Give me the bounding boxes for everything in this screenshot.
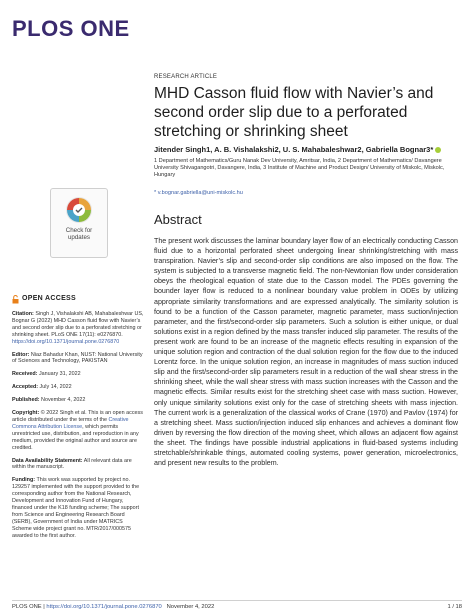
received-label: Received:	[12, 371, 38, 378]
citation-text: Singh J, Vishalakshi AB, Mahabaleshwar US, Bognar G (2022) MHD Casson fluid flow with Navier’s and second order slip due to a perforated stretching or shrinking sheet. PLoS ONE 17(11): e0276870.	[12, 311, 144, 338]
open-lock-icon	[12, 295, 19, 304]
copyright-text: © 2022 Singh et al. This is an open access article distributed under the terms of the	[12, 410, 143, 423]
citation-block	[12, 311, 144, 346]
accepted-date: July 14, 2022	[38, 384, 72, 391]
article-sidebar	[12, 295, 144, 545]
footer-doi-link[interactable]: https://doi.org/10.1371/journal.pone.0276870	[46, 604, 162, 610]
abstract-heading: Abstract	[154, 212, 202, 227]
footer-date: November 4, 2022	[166, 604, 215, 610]
open-access-label: OPEN ACCESS	[22, 295, 76, 303]
article-title: MHD Casson fluid flow with Navier’s and second order slip due to a perforated stretching or shrinking sheet	[154, 85, 434, 140]
check-for-updates-label	[66, 227, 92, 241]
received-block	[12, 371, 144, 378]
corresponding-email[interactable]: * v.bognar.gabriella@uni-miskolc.hu	[154, 190, 243, 196]
accepted-label: Accepted:	[12, 384, 39, 391]
editor-block	[12, 352, 144, 366]
journal-logo[interactable]: PLOS ONE	[12, 16, 130, 41]
footer-journal: PLOS ONE	[12, 604, 42, 610]
published-date: November 4, 2022	[39, 397, 86, 404]
funding-block	[12, 477, 144, 539]
published-label: Published:	[12, 397, 40, 404]
abstract-text: The present work discusses the laminar boundary layer flow of an electrically conducting Casson fluid due to a horizontal perforated sheet undergoing linear shrinking/stretching with mass transpiration. Navier’s slip and second-order slip conditions are also imposed on the flow. The system is subjected to a transverse magnetic field. The non-Newtonian flow under consideration obeys the rheological equation of state due to the Casson model. The PDEs governing the bounder layer flow is reduced to a nonlinear boundary value problem in ODEs by utilizing appropriate similarity transformations and are expressed analytically. The similarity solution is found to be a function of the Casson parameter, magnetic parameter, mass suction/injection parameter, and the first/second-order slip parameters. Such a solution is either unique, or dual solutions exist in a region defined by the mass transfer induced slip parameter. The results of the present work are found to be an increase of the magnetic effects resulting in expansion of the unique solution region and contraction of the dual solution region for the flow due to the induced Lorentz force. In the unique solution region, an increase in magnitudes of mass suction induced slip and the first/second-order slip parameters result in a reduction of the wall shear stress in the shrinking sheet, while the wall shear stress with mass suction increases with the Casson and the magnetic effects. Similar results exist for the stretching sheet case with mass suction. However, only unique similarity solutions exist only for the case of stretching sheets with mass injection. The current work is a generalization of the classical works of Crane (1970) and Pavlov (1974) for a stretching sheet. Mass suction/injection induced slip enhances and achieves a dominant flow driven by reversing the flow direction of the moving sheet, which allows an adjacent flow against the sheet. The findings have possible industrial applications in fluid-based systems including stretchable/shrinkable things, automated cooling systems, power generation, microelectronics, and present new results to the problem.	[154, 237, 458, 468]
affiliations: 1 Department of Mathematics/Guru Nanak Dev University, Amritsar, India, 2 Department of Mathematics/ Davangere University Shivagangotri, Davangere, India, 3 Institute of Machine and Product Design/ University of Miskolc, Miskolc, Hungary	[154, 158, 445, 179]
open-access-badge	[12, 295, 144, 304]
check-for-updates-badge[interactable]	[50, 188, 108, 258]
citation-doi-link[interactable]: https://doi.org/10.1371/journal.pone.0276870	[12, 338, 120, 345]
funding-text: This work was supported by project no. 129257 implemented with the support provided to the corresponding author from the National Research, Development and Innovation Fund of Hungary, financed under the K18 funding scheme; The support from Science and Engineering Research Board (SERB), Government of India under MATRICS Scheme wide project grant no. MTR/2017/000575 awarded to the first author.	[12, 477, 140, 539]
editor-label: Editor:	[12, 351, 30, 358]
data-availability-label: Data Availability Statement:	[12, 457, 83, 464]
article-type-label: RESEARCH ARTICLE	[154, 74, 218, 80]
copyright-text-end: , which permits unrestricted use, distribution, and reproduction in any medium, provided the original author and source are credited.	[12, 423, 139, 451]
data-availability-block	[12, 458, 144, 472]
copyright-label: Copyright:	[12, 410, 40, 417]
author-names: Jitender Singh1, A. B. Vishalakshi2, U. S. Mahabaleshwar2, Gabriella Bognar3*	[154, 145, 434, 154]
citation-label: Citation:	[12, 311, 34, 317]
published-block	[12, 397, 144, 404]
accepted-block	[12, 384, 144, 391]
footer-separator: |	[41, 604, 47, 610]
funding-label: Funding:	[12, 477, 36, 484]
received-date: January 31, 2022	[37, 371, 81, 378]
editor-text: Niaz Bahadur Khan, NUST: National University of Sciences and Technology, PAKISTAN	[12, 351, 143, 365]
license-link[interactable]: Creative Commons Attribution License	[12, 416, 129, 430]
copyright-block	[12, 410, 144, 451]
page-number: 1 / 18	[447, 604, 462, 610]
check-for-label: Check for	[65, 227, 93, 234]
author-list	[154, 145, 454, 154]
page-footer	[12, 604, 462, 610]
updates-label: updates	[67, 234, 90, 241]
data-availability-text: All relevant data are within the manuscript.	[12, 457, 132, 471]
orcid-icon[interactable]	[435, 147, 441, 153]
footer-divider	[12, 600, 462, 601]
crossmark-icon	[64, 195, 94, 225]
